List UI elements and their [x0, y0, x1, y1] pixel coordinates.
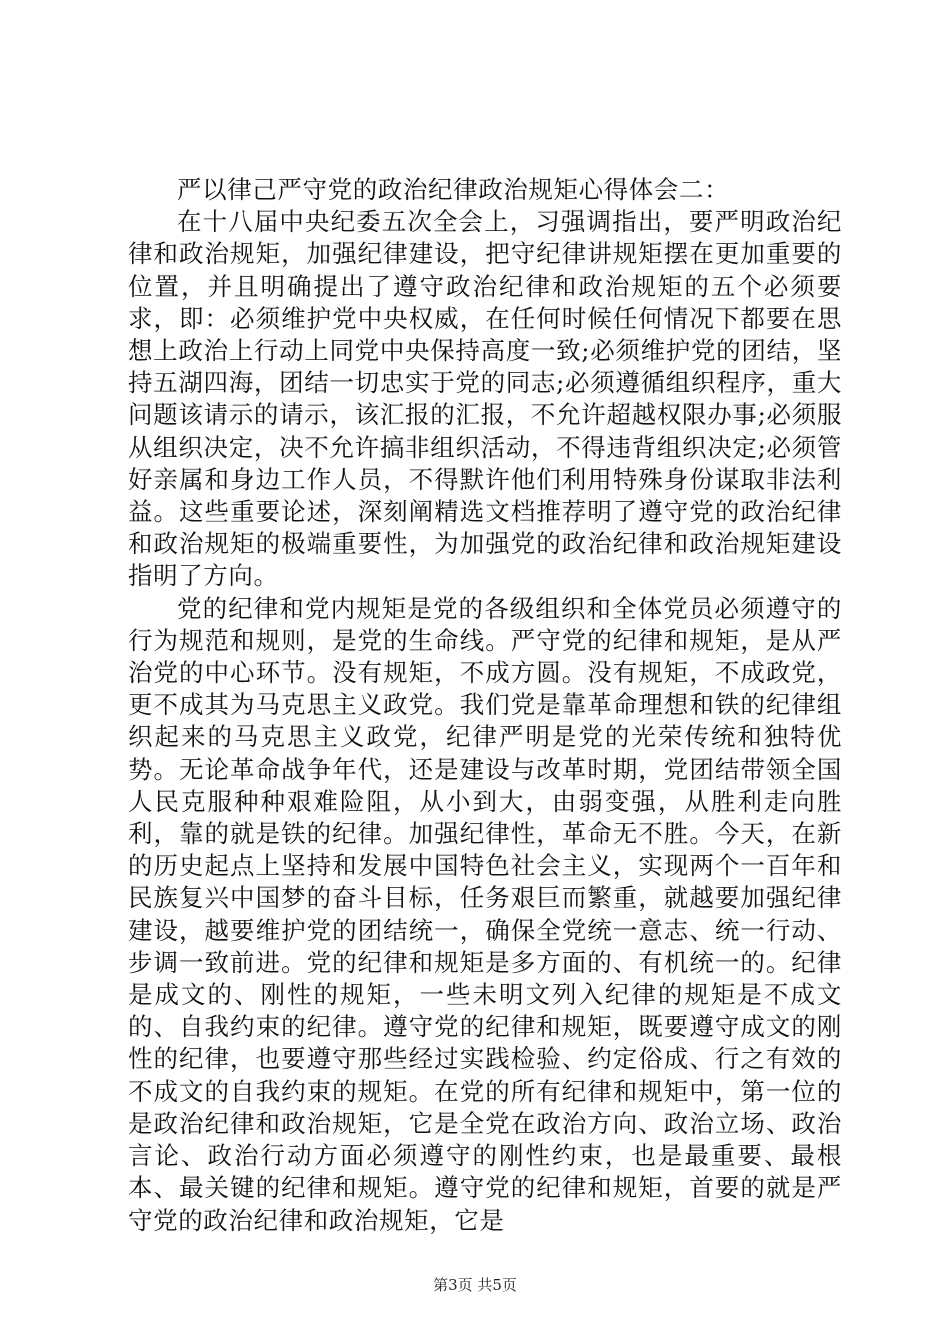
document-heading: 严以律己严守党的政治纪律政治规矩心得体会二：	[177, 175, 730, 204]
paragraph-2: 党的纪律和党内规矩是党的各级组织和全体党员必须遵守的行为规范和规则，是党的生命线。严守党的纪律和规矩，是从严治党的中心环节。没有规矩，不成方圆。没有规矩，不成政党，更不成其为马克思主义政党。我们党是靠革命理想和铁的纪律组织起来的马克思主义政党，纪律严明是党的光荣传统和独特优势。无论革命战争年代，还是建设与改革时期，党团结带领全国人民克服种种艰难险阻，从小到大，由弱变强，从胜利走向胜利，靠的就是铁的纪律。加强纪律性，革命无不胜。今天，在新的历史起点上坚持和发展中国特色社会主义，实现两个一百年和民族复兴中国梦的奋斗目标，任务艰巨而繁重，就越要加强纪律建设，越要维护党的团结统一，确保全党统一意志、统一行动、步调一致前进。党的纪律和规矩是多方面的、有机统一的。纪律是成文的、刚性的规矩，一些未明文列入纪律的规矩是不成文的、自我约束的纪律。遵守党的纪律和规矩，既要遵守成文的刚性的纪律，也要遵守那些经过实践检验、约定俗成、行之有效的不成文的自我约束的规矩。在党的所有纪律和规矩中，第一位的是政治纪律和政治规矩，它是全党在政治方向、政治立场、政治言论、政治行动方面必须遵守的刚性约束，也是最重要、最根本、最关键的纪律和规矩。遵守党的纪律和规矩，首要的就是严守党的政治纪律和政治规矩，它是	[128, 593, 842, 1235]
document-body	[128, 174, 842, 1237]
paragraph-1: 在十八届中央纪委五次全会上，习强调指出，要严明政治纪律和政治规矩，加强纪律建设，把守纪律讲规矩摆在更加重要的位置，并且明确提出了遵守政治纪律和政治规矩的五个必须要求，即：必须维护党中央权威，在任何时候任何情况下都要在思想上政治上行动上同党中央保持高度一致;必须维护党的团结，坚持五湖四海，团结一切忠实于党的同志;必须遵循组织程序，重大问题该请示的请示，该汇报的汇报，不允许超越权限办事;必须服从组织决定，决不允许搞非组织活动，不得违背组织决定;必须管好亲属和身边工作人员，不得默许他们利用特殊身份谋取非法利益。这些重要论述，深刻阐精选文档推荐明了遵守党的政治纪律和政治规矩的极端重要性，为加强党的政治纪律和政治规矩建设指明了方向。	[128, 207, 842, 591]
page-number-footer: 第3页 共5页	[433, 1276, 517, 1294]
